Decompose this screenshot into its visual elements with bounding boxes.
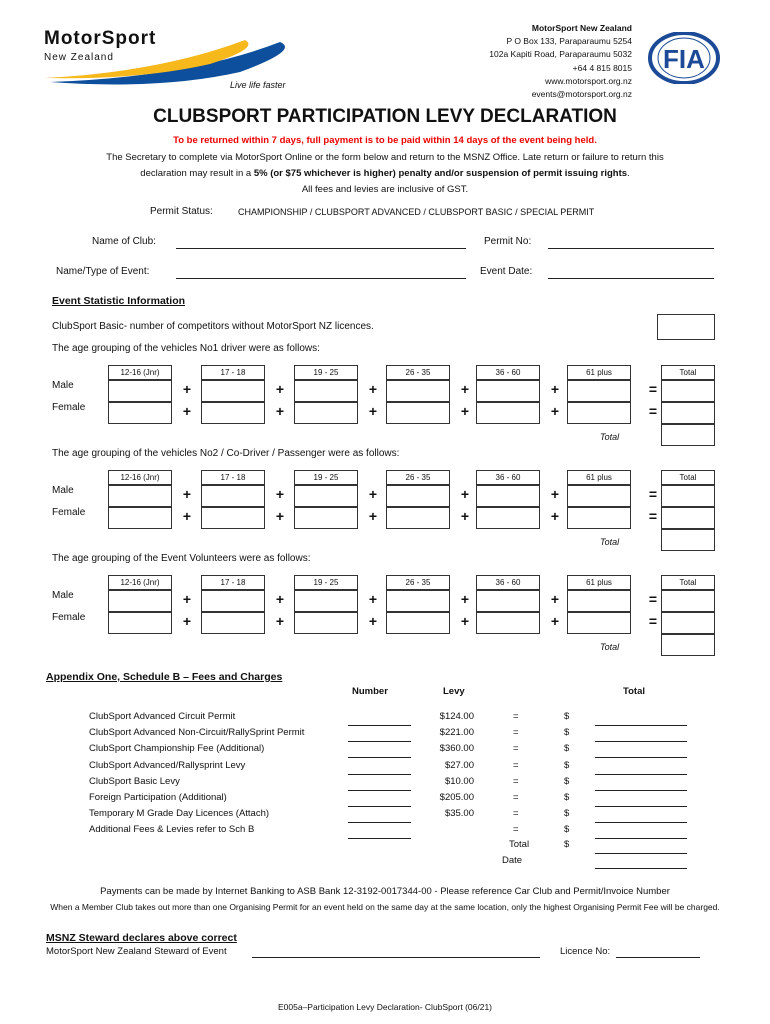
intro-text xyxy=(60,150,710,198)
grand-total-field[interactable] xyxy=(595,853,687,854)
logo-title: MotorSport xyxy=(44,28,157,49)
male-count-input[interactable] xyxy=(294,590,358,612)
dollar-sign: $ xyxy=(564,775,570,787)
basic-competitors-label: ClubSport Basic- number of competitors without MotorSport NZ licences. xyxy=(52,321,374,332)
female-count-input[interactable] xyxy=(294,507,358,529)
age-group-header: 17 - 18 xyxy=(201,575,265,590)
logo-tagline: Live life faster xyxy=(230,80,286,90)
total-input[interactable] xyxy=(661,529,715,551)
female-count-input[interactable] xyxy=(201,612,265,634)
basic-competitors-input[interactable] xyxy=(657,314,715,340)
plus-sign: + xyxy=(275,613,285,629)
plus-sign: + xyxy=(182,591,192,607)
age-group-header: 26 - 35 xyxy=(386,575,450,590)
event-statistics-heading: Event Statistic Information xyxy=(52,295,186,307)
total-header: Total xyxy=(661,575,715,590)
plus-sign: + xyxy=(550,508,560,524)
equals-sign: = xyxy=(513,808,519,820)
total-label: Total xyxy=(600,642,620,652)
fee-levy: $360.00 xyxy=(439,743,474,755)
fee-levy: $27.00 xyxy=(444,759,474,771)
website-link[interactable]: www.motorsport.org.nz xyxy=(545,75,632,86)
fee-name: Foreign Participation (Additional) xyxy=(89,792,227,803)
fee-name: Additional Fees & Levies refer to Sch B xyxy=(89,824,255,836)
plus-sign: + xyxy=(460,381,470,397)
date-field[interactable] xyxy=(595,868,687,869)
female-count-input[interactable] xyxy=(386,507,450,529)
fee-number-field[interactable] xyxy=(348,822,411,823)
dollar-sign: $ xyxy=(564,792,570,803)
licence-field[interactable] xyxy=(616,957,700,958)
intro-part: declaration may result in a xyxy=(140,168,254,179)
female-count-input[interactable] xyxy=(294,612,358,634)
dollar-sign: $ xyxy=(564,759,570,771)
plus-sign: + xyxy=(460,508,470,524)
permit-no-field[interactable] xyxy=(548,248,714,249)
plus-sign: + xyxy=(275,486,285,502)
equals-sign: = xyxy=(513,743,519,755)
male-count-input[interactable] xyxy=(476,590,540,612)
female-count-input[interactable] xyxy=(108,507,172,529)
plus-sign: + xyxy=(460,403,470,419)
total-header: Total xyxy=(661,365,715,380)
plus-sign: + xyxy=(368,613,378,629)
female-count-input[interactable] xyxy=(476,402,540,424)
fee-total-field[interactable] xyxy=(595,790,687,791)
steward-field[interactable] xyxy=(252,957,540,958)
female-count-input[interactable] xyxy=(294,402,358,424)
plus-sign: + xyxy=(550,591,560,607)
licence-label: Licence No: xyxy=(560,946,611,957)
age-group-header: 17 - 18 xyxy=(201,470,265,485)
plus-sign: + xyxy=(368,591,378,607)
dollar-sign: $ xyxy=(564,727,570,739)
plus-sign: + xyxy=(275,508,285,524)
male-count-input[interactable] xyxy=(386,380,450,402)
plus-sign: + xyxy=(368,486,378,502)
plus-sign: + xyxy=(550,403,560,419)
plus-sign: + xyxy=(460,486,470,502)
plus-sign: + xyxy=(460,591,470,607)
female-count-input[interactable] xyxy=(567,612,631,634)
age-group-header: 19 - 25 xyxy=(294,470,358,485)
male-count-input[interactable] xyxy=(108,485,172,507)
male-count-input[interactable] xyxy=(567,590,631,612)
dollar-sign: $ xyxy=(564,839,570,850)
age-group-header: 36 - 60 xyxy=(476,575,540,590)
address-block xyxy=(489,22,632,101)
fee-total-field[interactable] xyxy=(595,806,687,807)
dollar-sign: $ xyxy=(564,711,570,722)
plus-sign: + xyxy=(182,486,192,502)
male-count-input[interactable] xyxy=(108,380,172,402)
male-count-input[interactable] xyxy=(294,380,358,402)
age-group-header: 61 plus xyxy=(567,365,631,380)
equals-sign: = xyxy=(513,824,519,836)
event-name-field[interactable] xyxy=(176,278,466,279)
steward-heading: MSNZ Steward declares above correct xyxy=(46,932,237,944)
fee-total-field[interactable] xyxy=(595,741,687,742)
plus-sign: + xyxy=(182,508,192,524)
plus-sign: + xyxy=(275,403,285,419)
plus-sign: + xyxy=(182,381,192,397)
fee-number-field[interactable] xyxy=(348,741,411,742)
phone: +64 4 815 8015 xyxy=(572,62,632,73)
penalty-text: 5% (or $75 whichever is higher) penalty and/or suspension of permit issuing rights xyxy=(253,168,628,179)
fee-total-field[interactable] xyxy=(595,757,687,758)
equals-sign: = xyxy=(648,591,658,607)
event-date-label: Event Date: xyxy=(480,266,533,277)
event-date-field[interactable] xyxy=(548,278,714,279)
intro-line xyxy=(60,166,710,182)
male-count-input[interactable] xyxy=(108,590,172,612)
col-total: Total xyxy=(623,686,645,697)
grand-total-label: Total xyxy=(509,839,530,850)
plus-sign: + xyxy=(182,613,192,629)
female-label: Female xyxy=(52,507,86,518)
fee-levy: $124.00 xyxy=(439,711,474,722)
total-label: Total xyxy=(600,537,620,547)
fee-name: ClubSport Advanced Non-Circuit/RallySprint Permit xyxy=(89,727,305,739)
female-count-input[interactable] xyxy=(108,402,172,424)
event-name-label: Name/Type of Event: xyxy=(56,266,150,277)
female-count-input[interactable] xyxy=(476,612,540,634)
total-header: Total xyxy=(661,470,715,485)
plus-sign: + xyxy=(550,486,560,502)
total-label: Total xyxy=(600,432,620,442)
total-input[interactable] xyxy=(661,507,715,529)
female-count-input[interactable] xyxy=(386,612,450,634)
payment-info: Payments can be made by Internet Banking to ASB Bank 12-3192-0017344-00 - Please reference Car Club and Permit/Invoice Number xyxy=(100,886,670,897)
fee-name: ClubSport Basic Levy xyxy=(89,775,180,787)
female-count-input[interactable] xyxy=(567,507,631,529)
col-number: Number xyxy=(352,686,388,697)
total-input[interactable] xyxy=(661,485,715,507)
fee-levy: $35.00 xyxy=(444,808,474,820)
col-levy: Levy xyxy=(443,686,465,697)
club-name-field[interactable] xyxy=(176,248,466,249)
org-name: MotorSport New Zealand xyxy=(531,23,632,33)
male-count-input[interactable] xyxy=(201,380,265,402)
female-count-input[interactable] xyxy=(201,402,265,424)
male-count-input[interactable] xyxy=(201,485,265,507)
equals-sign: = xyxy=(648,403,658,419)
male-label: Male xyxy=(52,380,74,391)
dollar-sign: $ xyxy=(564,824,570,836)
total-input[interactable] xyxy=(661,634,715,656)
club-name-label: Name of Club: xyxy=(92,236,156,247)
address-line: 102a Kapiti Road, Paraparaumu 5032 xyxy=(489,49,632,60)
male-count-input[interactable] xyxy=(567,380,631,402)
permit-status-options[interactable]: CHAMPIONSHIP / CLUBSPORT ADVANCED / CLUBSPORT BASIC / SPECIAL PERMIT xyxy=(238,207,595,217)
fee-total-field[interactable] xyxy=(595,774,687,775)
fee-name: ClubSport Championship Fee (Additional) xyxy=(89,743,265,755)
plus-sign: + xyxy=(368,508,378,524)
fee-number-field[interactable] xyxy=(348,838,411,839)
age-section-label: The age grouping of the vehicles No1 driver were as follows: xyxy=(52,343,320,354)
fee-name: ClubSport Advanced/Rallysprint Levy xyxy=(89,759,246,771)
fia-logo xyxy=(648,32,720,84)
age-group-header: 19 - 25 xyxy=(294,365,358,380)
equals-sign: = xyxy=(513,711,519,722)
total-input[interactable] xyxy=(661,424,715,446)
male-count-input[interactable] xyxy=(386,590,450,612)
plus-sign: + xyxy=(182,403,192,419)
male-count-input[interactable] xyxy=(294,485,358,507)
fee-levy: $221.00 xyxy=(439,727,474,739)
age-group-header: 26 - 35 xyxy=(386,365,450,380)
female-count-input[interactable] xyxy=(567,402,631,424)
female-count-input[interactable] xyxy=(201,507,265,529)
plus-sign: + xyxy=(368,381,378,397)
age-group-header: 36 - 60 xyxy=(476,365,540,380)
male-count-input[interactable] xyxy=(476,380,540,402)
fee-number-field[interactable] xyxy=(348,774,411,775)
total-input[interactable] xyxy=(661,590,715,612)
equals-sign: = xyxy=(513,759,519,771)
fee-levy: $205.00 xyxy=(439,792,474,803)
female-label: Female xyxy=(52,612,86,623)
equals-sign: = xyxy=(513,727,519,739)
total-input[interactable] xyxy=(661,380,715,402)
intro-line: The Secretary to complete via MotorSport Online or the form below and return to the MSNZ Office. Late return or failure to return this xyxy=(106,152,664,163)
female-count-input[interactable] xyxy=(476,507,540,529)
total-input[interactable] xyxy=(661,612,715,634)
plus-sign: + xyxy=(275,381,285,397)
fee-total-field[interactable] xyxy=(595,822,687,823)
return-notice: To be returned within 7 days, full payment is to be paid within 14 days of the event being held. xyxy=(173,135,597,146)
age-group-header: 12-16 (Jnr) xyxy=(108,365,172,380)
fees-heading: Appendix One, Schedule B – Fees and Charges xyxy=(46,671,283,683)
fee-number-field[interactable] xyxy=(348,806,411,807)
dollar-sign: $ xyxy=(564,743,570,755)
age-section-label: The age grouping of the Event Volunteers were as follows: xyxy=(52,553,311,564)
equals-sign: = xyxy=(648,508,658,524)
footer-code: E005a–Participation Levy Declaration- ClubSport (06/21) xyxy=(277,1002,493,1012)
permit-no-label: Permit No: xyxy=(484,236,532,247)
motorsport-nz-logo xyxy=(40,22,310,94)
male-label: Male xyxy=(52,590,74,601)
equals-sign: = xyxy=(513,792,519,803)
age-section-label: The age grouping of the vehicles No2 / Co-Driver / Passenger were as follows: xyxy=(52,448,400,459)
age-group-header: 26 - 35 xyxy=(386,470,450,485)
male-label: Male xyxy=(52,485,74,496)
equals-sign: = xyxy=(648,613,658,629)
fee-name: Temporary M Grade Day Licences (Attach) xyxy=(89,808,270,820)
female-count-input[interactable] xyxy=(108,612,172,634)
total-input[interactable] xyxy=(661,402,715,424)
page-title: CLUBSPORT PARTICIPATION LEVY DECLARATION xyxy=(153,106,617,127)
female-count-input[interactable] xyxy=(386,402,450,424)
svg-text:FIA: FIA xyxy=(663,44,705,74)
fee-levy: $10.00 xyxy=(444,775,474,787)
male-count-input[interactable] xyxy=(386,485,450,507)
plus-sign: + xyxy=(550,613,560,629)
equals-sign: = xyxy=(513,775,519,787)
age-group-header: 12-16 (Jnr) xyxy=(108,575,172,590)
male-count-input[interactable] xyxy=(476,485,540,507)
plus-sign: + xyxy=(460,613,470,629)
member-club-note: When a Member Club takes out more than one Organising Permit for an event held on the same day at the same location, only the highest Organising Permit Fee will be charged. xyxy=(50,902,720,912)
male-count-input[interactable] xyxy=(201,590,265,612)
age-group-header: 36 - 60 xyxy=(476,470,540,485)
fee-name: ClubSport Advanced Circuit Permit xyxy=(89,711,236,722)
plus-sign: + xyxy=(550,381,560,397)
age-group-header: 19 - 25 xyxy=(294,575,358,590)
intro-part: . xyxy=(627,168,630,179)
permit-status-label: Permit Status: xyxy=(150,206,213,217)
age-group-header: 17 - 18 xyxy=(201,365,265,380)
age-group-header: 61 plus xyxy=(567,470,631,485)
age-group-header: 12-16 (Jnr) xyxy=(108,470,172,485)
plus-sign: + xyxy=(275,591,285,607)
dollar-sign: $ xyxy=(564,808,570,820)
fee-number-field[interactable] xyxy=(348,725,411,726)
female-label: Female xyxy=(52,402,86,413)
equals-sign: = xyxy=(648,381,658,397)
equals-sign: = xyxy=(648,486,658,502)
address-line: P O Box 133, Paraparaumu 5254 xyxy=(506,36,632,47)
email-link[interactable]: events@motorsport.org.nz xyxy=(531,89,632,100)
plus-sign: + xyxy=(368,403,378,419)
age-group-header: 61 plus xyxy=(567,575,631,590)
steward-label: MotorSport New Zealand Steward of Event xyxy=(46,946,227,957)
fee-total-field[interactable] xyxy=(595,725,687,726)
logo-subtitle: New Zealand xyxy=(44,52,114,63)
date-label: Date xyxy=(502,855,523,866)
fee-number-field[interactable] xyxy=(348,757,411,758)
male-count-input[interactable] xyxy=(567,485,631,507)
intro-line: All fees and levies are inclusive of GST. xyxy=(301,184,469,195)
fee-total-field[interactable] xyxy=(595,838,687,839)
fee-number-field[interactable] xyxy=(348,790,411,791)
